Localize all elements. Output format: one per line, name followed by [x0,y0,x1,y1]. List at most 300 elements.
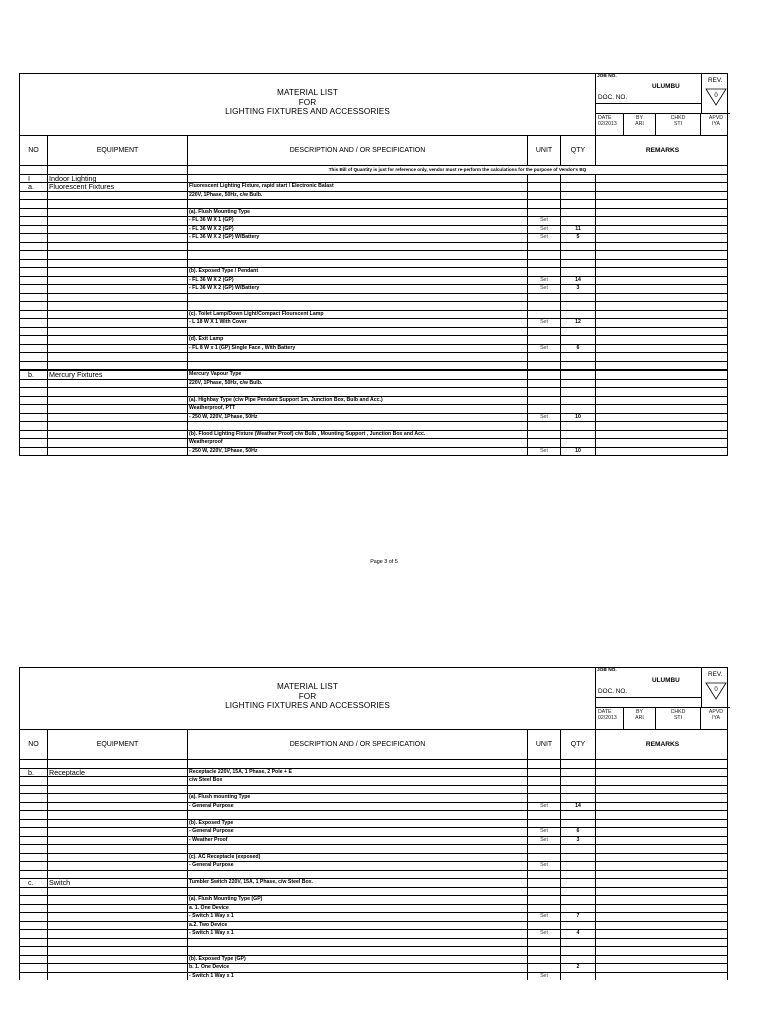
title-line: FOR [298,691,317,701]
table-row [19,192,728,201]
unit-cell [527,922,560,930]
item-no-cell [19,345,47,353]
item-no-cell [19,896,47,904]
qty-cell [560,939,595,947]
unit-cell: Set [527,930,560,938]
qty-cell [560,251,595,259]
description-cell: Tumbler Switch 220V, 15A, 1 Phase, c/w Steel Box. [187,879,527,887]
document-info-box [595,667,730,730]
column-header-unit: UNIT [528,136,561,165]
remarks-cell [595,947,728,955]
description-cell: 220V, 1Phase, 50Hz, c/w Bulb. [187,192,527,200]
equipment-cell [47,439,187,447]
remarks-cell [595,896,728,904]
remarks-cell [595,294,728,302]
equipment-cell [47,871,187,879]
project-name: ULUMBU [652,83,680,90]
item-no-cell: b. [19,371,47,379]
qty-cell [560,388,595,396]
description-cell [187,939,527,947]
item-no-cell [19,913,47,921]
unit-cell [527,353,560,361]
remarks-cell [595,345,728,353]
unit-cell [527,777,560,785]
description-cell: Weatherproof [187,439,527,447]
column-header-no: NO [20,136,48,165]
equipment-cell [47,820,187,828]
equipment-cell [47,226,187,234]
title-line: LIGHTING FIXTURES AND ACCESSORIES [225,701,390,711]
item-no-cell [19,439,47,447]
item-no-cell [19,192,47,200]
qty-cell: 3 [560,837,595,845]
table-row [19,243,728,252]
unit-cell [527,302,560,310]
remarks-cell [595,422,728,430]
revision-triangle-icon [705,682,727,700]
item-no-cell [19,353,47,361]
equipment-cell [47,786,187,794]
qty-cell: 5 [560,234,595,242]
item-no-cell [19,786,47,794]
remarks-cell [595,803,728,811]
item-no-cell [19,820,47,828]
table-row [19,939,728,948]
remarks-cell [595,930,728,938]
description-cell: (c). AC Receptacle (exposed) [187,854,527,862]
qty-cell: 6 [560,345,595,353]
table-row [19,405,728,414]
job-no-label: JOB NO. [597,668,617,673]
chkd-label: CHKD [670,709,686,715]
table-row [19,362,728,372]
table-row [19,930,728,939]
item-no-cell [19,862,47,870]
apvd-cell [701,708,731,729]
table-row [19,837,728,846]
qty-cell [560,380,595,388]
description-cell [187,260,527,268]
qty-cell [560,794,595,802]
item-no-cell [19,837,47,845]
qty-cell [560,243,595,251]
remarks-cell [595,760,728,768]
by-label: BY [636,115,643,121]
column-header-equipment: EQUIPMENT [48,730,188,759]
equipment-cell: Receptacle [47,769,187,777]
table-row [19,820,728,829]
equipment-cell [47,777,187,785]
column-header-remarks: REMARKS [645,741,680,748]
remarks-cell [595,431,728,439]
table-row [19,854,728,863]
description-cell: - Switch 1 Way x 1 [187,930,527,938]
table-row [19,388,728,397]
remarks-cell [595,973,728,981]
equipment-cell [47,913,187,921]
qty-cell [560,845,595,853]
equipment-cell [47,956,187,964]
equipment-cell [47,837,187,845]
description-cell: - FL 8 W x 1 (GP) Single Face , With Battery [187,345,527,353]
table-row [19,956,728,965]
qty-cell [560,175,595,183]
table-row [19,311,728,320]
unit-cell [527,192,560,200]
description-cell: b. 1. One Device [187,964,527,972]
equipment-cell [47,922,187,930]
table-row [19,786,728,795]
remarks-cell [595,448,728,456]
description-cell [187,302,527,310]
qty-cell [560,956,595,964]
table-row [19,414,728,423]
unit-cell: Set [527,226,560,234]
equipment-cell [47,260,187,268]
title-line: MATERIAL LIST [277,88,338,97]
description-cell: - FL 36 W X 2 (GP) [187,277,527,285]
table-row [19,811,728,820]
chkd-cell [656,114,701,135]
qty-cell [560,760,595,768]
qty-cell: 2 [560,964,595,972]
remarks-cell [595,336,728,344]
title-line: FOR [298,97,317,107]
qty-cell [560,302,595,310]
remarks-cell [595,414,728,422]
table-row [19,803,728,812]
equipment-cell [47,200,187,208]
description-cell: - General Purpose [187,803,527,811]
by-cell [624,114,656,135]
item-no-cell [19,200,47,208]
qty-cell [560,294,595,302]
unit-cell [527,896,560,904]
unit-cell: Set [527,913,560,921]
remarks-cell [595,226,728,234]
column-header-unit: UNIT [528,730,561,759]
document-header [19,667,728,730]
qty-cell [560,192,595,200]
equipment-cell [47,405,187,413]
qty-cell [560,820,595,828]
date-value: 02/2013 [598,715,617,722]
column-header-row [19,730,728,760]
item-no-cell [19,302,47,310]
remarks-cell [595,854,728,862]
equipment-cell [47,234,187,242]
qty-cell [560,922,595,930]
item-no-cell [19,311,47,319]
description-cell: a. 1. One Device [187,905,527,913]
description-cell [187,175,527,183]
remarks-cell [595,939,728,947]
unit-cell: Set [527,828,560,836]
remarks-cell [595,268,728,276]
equipment-cell [47,243,187,251]
revision-triangle-icon [705,88,727,106]
column-header-description: DESCRIPTION AND / OR SPECIFICATION [188,730,528,759]
equipment-cell [47,353,187,361]
apvd-cell [701,114,731,135]
project-name: ULUMBU [652,677,680,684]
equipment-cell [47,422,187,430]
table-row [19,328,728,337]
unit-cell [527,964,560,972]
unit-cell [527,311,560,319]
item-no-cell [19,871,47,879]
qty-cell [560,973,595,981]
description-cell: (b). Exposed Type (GP) [187,956,527,964]
table-row [19,845,728,854]
by-value: ARI [635,121,644,128]
unit-cell [527,380,560,388]
column-header-qty: QTY [561,730,596,759]
description-cell: (a). Flush Mounting Type [187,209,527,217]
description-cell: - Weather Proof [187,837,527,845]
remarks-cell [595,964,728,972]
equipment-cell [47,209,187,217]
apvd-label: APVD [708,115,724,121]
description-cell [187,251,527,259]
description-cell: Weatherproof, PTT [187,405,527,413]
unit-cell: Set [527,448,560,456]
qty-cell [560,422,595,430]
qty-cell: 10 [560,448,595,456]
equipment-cell [47,760,187,768]
unit-cell [527,209,560,217]
item-no-cell [19,888,47,896]
date-label: DATE [598,709,612,715]
unit-cell [527,388,560,396]
unit-cell [527,405,560,413]
item-no-cell [19,336,47,344]
rev-label: REV. [708,77,723,84]
unit-cell: Set [527,319,560,327]
qty-cell [560,871,595,879]
equipment-cell [47,397,187,405]
unit-cell [527,431,560,439]
qty-cell [560,854,595,862]
remarks-cell [595,302,728,310]
unit-cell [527,336,560,344]
revision-box [701,73,732,113]
description-cell: - General Purpose [187,828,527,836]
item-no-cell [19,294,47,302]
by-value: ARI [635,715,644,722]
remarks-cell [595,285,728,293]
item-no-cell [19,319,47,327]
doc-no-label: DOC. NO. [598,688,628,695]
unit-cell [527,439,560,447]
equipment-cell [47,380,187,388]
qty-cell [560,217,595,225]
remarks-cell [595,328,728,336]
description-cell: - Switch 1 Way x 1 [187,973,527,981]
equipment-cell [47,268,187,276]
remarks-cell [595,175,728,183]
rev-label: REV. [708,671,723,678]
revision-box [701,667,732,707]
unit-cell: Set [527,862,560,870]
qty-cell [560,200,595,208]
description-cell [187,243,527,251]
description-cell: a.2. Two Device [187,922,527,930]
description-cell: (b). Exposed Type / Pendant [187,268,527,276]
qty-cell: 14 [560,803,595,811]
description-cell: - L 18 W X 1 With Cover [187,319,527,327]
unit-cell [527,760,560,768]
item-no-cell [19,964,47,972]
item-no-cell [19,405,47,413]
item-no-cell [19,260,47,268]
qty-cell [560,947,595,955]
unit-cell [527,260,560,268]
table-row [19,336,728,345]
item-no-cell [19,905,47,913]
remarks-cell [595,277,728,285]
title-line: LIGHTING FIXTURES AND ACCESSORIES [225,107,390,117]
description-cell [187,786,527,794]
table-row [19,422,728,431]
unit-cell [527,939,560,947]
qty-cell [560,268,595,276]
table-row [19,268,728,277]
table-row [19,947,728,956]
column-header-equipment: EQUIPMENT [48,136,188,165]
apvd-value: IYA [712,121,720,128]
description-cell: - General Purpose [187,862,527,870]
item-no-cell [19,328,47,336]
table-row [19,345,728,354]
item-no-cell [19,414,47,422]
qty-cell [560,862,595,870]
qty-cell [560,777,595,785]
equipment-cell [47,217,187,225]
table-row [19,862,728,871]
table-row [19,260,728,269]
unit-cell: Set [527,234,560,242]
description-cell: Fluorescent Lighting Fixture, rapid start / Electronic Balast [187,183,527,191]
item-no-cell [19,277,47,285]
material-list-sheet-page-4 [19,667,728,980]
item-no-cell [19,939,47,947]
divider [596,103,701,104]
unit-cell: Set [527,285,560,293]
equipment-cell [47,431,187,439]
table-row [19,760,728,769]
unit-cell [527,243,560,251]
table-row [19,217,728,226]
item-no-cell: I [19,175,47,183]
item-no-cell [19,794,47,802]
equipment-cell [47,794,187,802]
remarks-cell [595,956,728,964]
equipment-cell [47,828,187,836]
remarks-cell [595,209,728,217]
qty-cell [560,786,595,794]
document-info-box [595,73,730,136]
qty-cell [560,896,595,904]
remarks-cell [595,828,728,836]
equipment-cell [47,328,187,336]
unit-cell [527,328,560,336]
item-no-cell [19,956,47,964]
item-no-cell [19,362,47,370]
unit-cell [527,956,560,964]
qty-cell [560,260,595,268]
remarks-cell [595,183,728,191]
description-cell: c/w Steel Box [187,777,527,785]
remarks-cell [595,319,728,327]
description-cell [187,328,527,336]
table-row [19,353,728,362]
equipment-cell [47,939,187,947]
table-row [19,888,728,897]
table-row [19,319,728,328]
equipment-cell: Mercury Fixtures [47,371,187,379]
table-row [19,234,728,243]
item-no-cell [19,422,47,430]
description-cell: - FL 36 W X 2 (GP) W/Battery [187,285,527,293]
unit-cell [527,422,560,430]
remarks-cell [595,371,728,379]
remarks-cell [595,905,728,913]
chkd-value: STI [673,121,683,128]
document-title [20,88,595,117]
table-row [19,905,728,914]
remarks-cell [595,794,728,802]
item-no-cell [19,243,47,251]
remarks-cell [595,777,728,785]
equipment-cell [47,448,187,456]
description-cell: - FL 36 W X 1 (GP) [187,217,527,225]
qty-cell: 6 [560,828,595,836]
by-cell [624,708,656,729]
remarks-cell [595,439,728,447]
date-cell [596,708,624,729]
unit-cell [527,871,560,879]
table-row [19,302,728,311]
unit-cell [527,879,560,887]
item-no-cell [19,397,47,405]
qty-cell: 11 [560,226,595,234]
qty-cell [560,397,595,405]
remarks-cell [595,192,728,200]
remarks-cell [595,311,728,319]
unit-cell [527,820,560,828]
description-cell: - 250 W, 220V, 1Phase, 50Hz [187,448,527,456]
remarks-cell [595,913,728,921]
remarks-cell [595,405,728,413]
equipment-cell [47,947,187,955]
table-row [19,896,728,905]
unit-cell [527,251,560,259]
table-row [19,226,728,235]
qty-cell [560,353,595,361]
remarks-cell [595,388,728,396]
equipment-cell [47,973,187,981]
equipment-cell [47,811,187,819]
remarks-cell [595,217,728,225]
remarks-cell [595,353,728,361]
unit-cell [527,905,560,913]
divider [596,697,701,698]
equipment-cell [47,854,187,862]
remarks-cell [595,786,728,794]
unit-cell: Set [527,803,560,811]
item-no-cell [19,285,47,293]
